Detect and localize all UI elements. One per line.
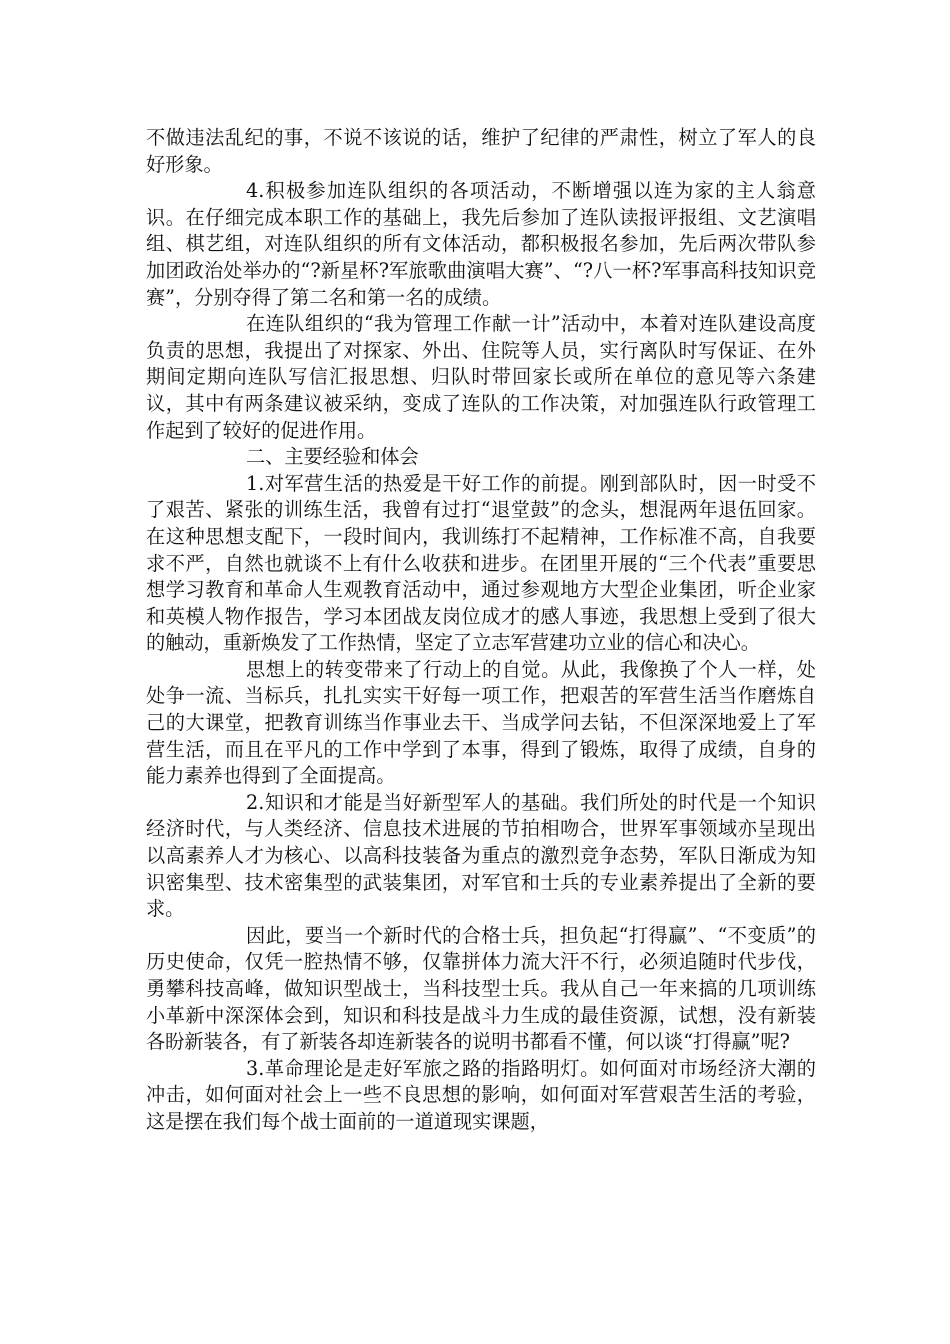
paragraph-item-4-activities: 4.积极参加连队组织的各项活动，不断增强以连为家的主人翁意识。在仔细完成本职工作的基础上，我先后参加了连队读报评报组、文艺演唱组、棋艺组，对连队组织的所有文体活动，都积极报名参加，先后两次带队参加团政治处举办的“?新星杯?军旅歌曲演唱大赛”、“?八一杯?军事高科技知识竞赛”，分别夺得了第二名和第一名的成绩。 [146,179,816,309]
paragraph-discipline-continuation: 不做违法乱纪的事，不说不该说的话，维护了纪律的严肃性，树立了军人的良好形象。 [146,126,816,176]
paragraph-therefore-qualified-soldier: 因此，要当一个新时代的合格士兵，担负起“打得赢”、“不变质”的历史使命，仅凭一腔热情不够，仅靠拼体力流大汗不行，必须追随时代步伐，勇攀科技高峰，做知识型战士，当科技型士兵。我从自己一年来搞的几项训练小革新中深深体会到，知识和科技是战斗力生成的最佳资源，试想，没有新装各盼新装各，有了新装各却连新装各的说明书都看不懂，何以谈“打得赢”呢? [146,923,816,1054]
paragraph-management-suggestions: 在连队组织的“我为管理工作献一计”活动中，本着对连队建设高度负责的思想，我提出了对探家、外出、住院等人员，实行离队时写保证、在外期间定期向连队写信汇报思想、归队时带回家长或所在单位的意见等六条建议，其中有两条建议被采纳，变成了连队的工作决策，对加强连队行政管理工作起到了较好的促进作用。 [146,312,816,442]
document-body [146,125,816,1136]
paragraph-item-3-revolutionary-theory: 3.革命理论是走好军旅之路的指路明灯。如何面对市场经济大潮的冲击，如何面对社会上一些不良思想的影响，如何面对军营艰苦生活的考验，这是摆在我们每个战士面前的一道道现实课题， [146,1056,816,1133]
paragraph-change-of-thinking: 思想上的转变带来了行动上的自觉。从此，我像换了个人一样，处处争一流、当标兵，扎扎实实干好每一项工作，把艰苦的军营生活当作磨炼自己的大课堂，把教育训练当作事业去干、当成学问去钻，不但深深地爱上了军营生活，而且在平凡的工作中学到了本事，得到了锻炼，取得了成绩，自身的能力素养也得到了全面提高。 [146,657,816,788]
paragraph-item-2-knowledge: 2.知识和才能是当好新型军人的基础。我们所处的时代是一个知识经济时代，与人类经济、信息技术进展的节拍相吻合，世界军事领域亦呈现出以高素养人才为核心、以高科技装备为重点的激烈竞争态势，军队日渐成为知识密集型、技术密集型的武装集团，对军官和士兵的专业素养提出了全新的要求。 [146,790,816,921]
paragraph-item-1-love-of-military-life: 1.对军营生活的热爱是干好工作的前提。刚到部队时，因一时受不了艰苦、紧张的训练生活，我曾有过打“退堂鼓”的念头，想混两年退伍回家。在这种思想支配下，一段时间内，我训练打不起精神，工作标准不高，自我要求不严，自然也就谈不上有什么收获和进步。在团里开展的“三个代表”重要思想学习教育和革命人生观教育活动中，通过参观地方大型企业集团，听企业家和英模人物作报告，学习本团战友岗位成才的感人事迹，我思想上受到了很大的触动，重新焕发了工作热情，坚定了立志军营建功立业的信心和决心。 [146,471,816,655]
section-heading-experience: 二、主要经验和体会 [246,445,419,469]
